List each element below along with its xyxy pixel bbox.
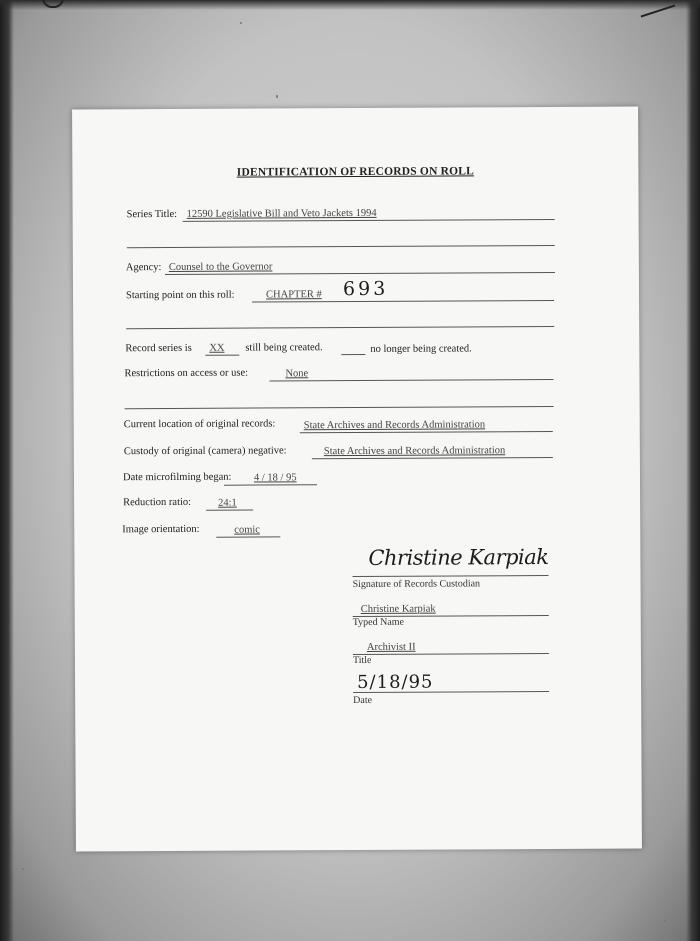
custodian-signature: Christine Karpiak [368,544,549,570]
record-series-still-text: still being created. [245,342,323,354]
image-orientation-value: comic [216,523,280,537]
title-label: Title [352,654,372,667]
starting-point-continuation-line [126,326,554,329]
title-value: Archivist II [353,640,549,655]
starting-point-value [252,287,554,303]
film-frame-right-edge [686,0,700,941]
dust-speck [276,95,278,98]
record-series-no-longer-mark [341,341,365,355]
custody-label: Custody of original (camera) negative: [123,445,287,458]
record-series-still-mark: XX [205,342,239,356]
signature-line [353,575,549,577]
restrictions-label: Restrictions on access or use: [124,367,249,380]
signature-label: Signature of Records Custodian [352,578,481,591]
record-series-label: Record series is [125,342,192,355]
restrictions-continuation-line [125,406,554,409]
chapter-label: CHAPTER # [266,289,322,301]
reduction-ratio-label: Reduction ratio: [123,496,192,509]
series-title-label: Series Title: [126,208,178,221]
series-title-continuation-line [127,245,555,248]
date-began-label: Date microfilming began: [122,471,232,484]
form-title: IDENTIFICATION OF RECORDS ON ROLL [236,165,475,179]
current-location-value: State Archives and Records Administration [300,418,553,433]
custody-value: State Archives and Records Administration [312,444,553,459]
signed-date-handwritten: 5/18/95 [357,671,434,694]
agency-value: Counsel to the Governor [165,259,555,275]
dust-speck [664,920,666,922]
record-identification-sheet [72,107,642,852]
date-line [353,691,549,693]
typed-name-value: Christine Karpiak [353,602,549,617]
agency-label: Agency: [125,262,162,274]
reduction-ratio-value: 24:1 [206,497,253,511]
date-label: Date [353,694,373,707]
date-began-value: 4 / 18 / 95 [224,471,317,485]
typed-name-label: Typed Name [352,616,405,629]
restrictions-value: None [269,366,553,381]
film-frame-left-edge [0,0,14,941]
starting-point-label: Starting point on this roll: [126,289,235,302]
dust-speck [22,868,24,870]
film-frame-top-edge [0,0,700,10]
dust-speck [240,22,242,24]
current-location-label: Current location of original records: [123,418,276,431]
chapter-number-handwritten: 693 [342,277,389,301]
image-orientation-label: Image orientation: [122,523,200,536]
series-title-value: 12590 Legislative Bill and Veto Jackets 1994 [183,206,555,222]
record-series-no-longer-text: no longer being created. [370,343,472,355]
